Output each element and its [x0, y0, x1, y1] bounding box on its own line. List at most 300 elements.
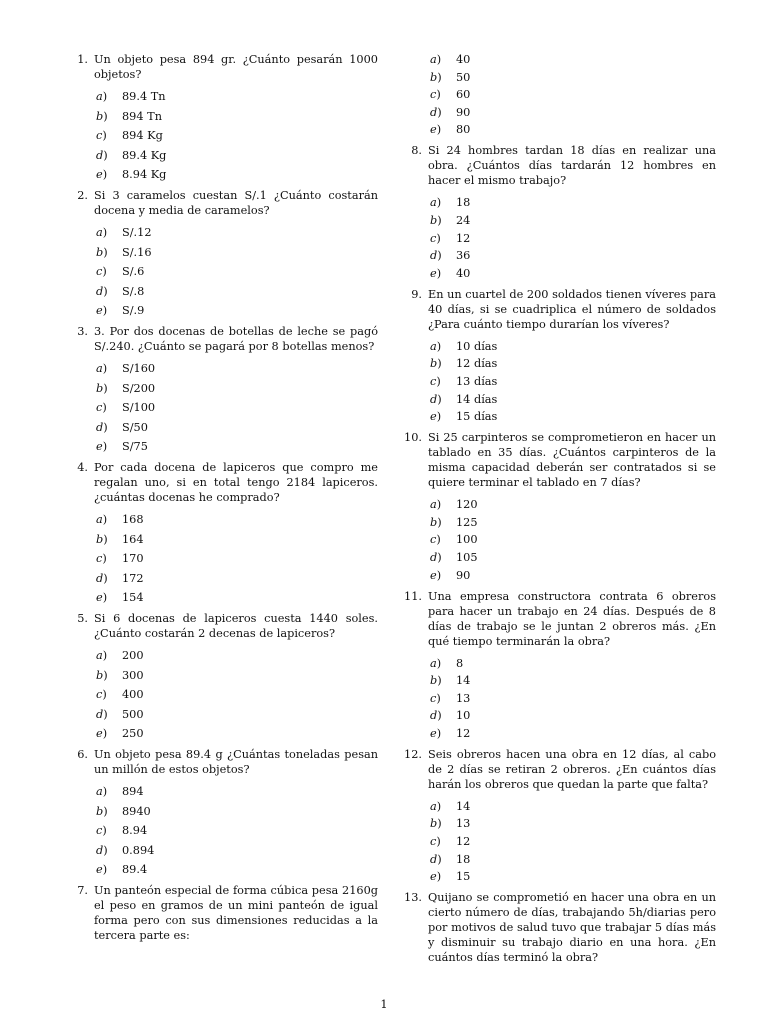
option-item: [430, 213, 716, 228]
option-letter-text: c: [430, 374, 437, 388]
option-letter-text: e: [96, 168, 103, 181]
option-value: 90: [456, 105, 471, 119]
option-item: [96, 843, 378, 858]
option-value: 14 días: [456, 392, 498, 406]
option-value: 10: [456, 709, 471, 723]
option-item: [430, 550, 716, 565]
question-text: Si 3 caramelos cuestan S/.1 ¿Cuánto costarán docena y media de caramelos?: [94, 189, 378, 217]
option-letter-text: d: [96, 420, 104, 434]
option-item: [96, 590, 378, 605]
option-item: [430, 70, 716, 85]
option-letter: a): [430, 196, 442, 210]
option-item: [96, 167, 378, 182]
option-letter: c): [96, 401, 107, 414]
option-letter-text: e: [430, 870, 437, 884]
option-value: 18: [456, 852, 471, 866]
option-value: 170: [122, 552, 144, 565]
option-letter-text: c: [430, 835, 437, 849]
option-value: 14: [456, 799, 471, 813]
option-list: [64, 361, 378, 454]
option-value: 36: [456, 249, 471, 263]
option-letter: b): [96, 245, 108, 259]
question-13: [398, 890, 716, 965]
option-item: [96, 89, 378, 104]
option-list: [64, 89, 378, 182]
question-8: [398, 143, 716, 280]
option-letter-text: e: [96, 591, 103, 604]
option-item: [430, 392, 716, 407]
option-value: 40: [456, 266, 471, 280]
option-letter-text: a: [96, 226, 103, 239]
option-item: [96, 707, 378, 722]
option-letter: b): [430, 357, 442, 371]
option-letter: d): [96, 284, 108, 298]
option-item: [430, 708, 716, 723]
option-value: 13: [456, 817, 471, 831]
option-value: 24: [456, 213, 471, 227]
question-text: Si 24 hombres tardan 18 días en realizar una obra. ¿Cuántos días tardarán 12 hombres en hacer el mismo trabajo?: [428, 144, 716, 188]
option-letter-text: a: [430, 498, 437, 512]
question-11: [398, 589, 716, 741]
option-item: [430, 869, 716, 884]
option-letter: c): [430, 88, 441, 102]
option-item: [430, 656, 716, 671]
option-list: [398, 656, 716, 741]
option-value: S/.16: [122, 245, 152, 259]
option-item: [430, 568, 716, 583]
question-text: Una empresa constructora contrata 6 obreros para hacer un trabajo en 24 días. Después de 8 días de trabajo se le juntan 2 obreros más. ¿En qué tiempo terminarán la obra?: [428, 589, 716, 648]
option-letter-text: e: [430, 568, 437, 582]
option-letter-text: e: [96, 727, 103, 740]
question-header: [398, 430, 716, 490]
option-value: 8.94 Kg: [122, 168, 167, 181]
option-letter: e): [430, 870, 442, 884]
question-header: [398, 589, 716, 649]
option-list: [398, 497, 716, 582]
question-header: [64, 883, 378, 943]
left-column: [64, 52, 378, 949]
option-item: [430, 799, 716, 814]
option-letter: d): [430, 392, 442, 406]
option-letter: b): [430, 213, 442, 227]
option-letter: b): [430, 674, 442, 688]
option-letter-text: a: [430, 656, 437, 670]
option-letter: c): [96, 824, 107, 837]
option-letter: c): [430, 835, 441, 849]
option-value: S/75: [122, 440, 148, 453]
option-value: 154: [122, 591, 144, 604]
option-value: 120: [456, 498, 478, 512]
option-letter: d): [430, 852, 442, 866]
question-number: 1.: [77, 53, 88, 66]
option-letter: e): [430, 568, 442, 582]
option-value: S/200: [122, 381, 156, 395]
option-letter: b): [430, 515, 442, 529]
option-letter-text: a: [430, 799, 437, 813]
question-header: [64, 188, 378, 218]
option-letter: a): [430, 339, 442, 353]
option-value: 0.894: [122, 843, 155, 857]
question-number: 3.: [77, 325, 88, 338]
option-item: [96, 109, 378, 124]
question-9: [398, 287, 716, 424]
option-letter-text: a: [96, 785, 103, 798]
right-column: [398, 52, 716, 971]
option-letter: d): [430, 709, 442, 723]
option-letter: a): [96, 513, 108, 526]
option-item: [96, 361, 378, 376]
option-letter-text: a: [430, 53, 437, 66]
option-letter: a): [430, 656, 442, 670]
option-letter-text: d: [96, 284, 104, 298]
option-value: 13: [456, 691, 471, 705]
option-letter-text: c: [430, 88, 437, 102]
option-value: 200: [122, 649, 144, 662]
question-header: [398, 747, 716, 792]
option-item: [430, 356, 716, 371]
option-value: 90: [456, 568, 471, 582]
option-letter: b): [430, 817, 442, 831]
question-text: Quijano se comprometió en hacer una obra en un cierto número de días, trabajando 5h/diarias pero por motivos de salud tuvo que trabajar 5 días más y disminuir su trabajo diario en una hora. ¿En cuántos días terminó la obra?: [428, 891, 716, 965]
option-value: 18: [456, 196, 471, 210]
option-letter-text: c: [96, 552, 103, 565]
option-letter: e): [430, 726, 442, 740]
question-4: [64, 460, 378, 605]
question-header: [64, 747, 378, 777]
option-letter-text: e: [430, 266, 437, 280]
option-item: [96, 571, 378, 586]
question-number: 4.: [77, 461, 88, 474]
option-value: 89.4 Tn: [122, 90, 166, 103]
option-letter: e): [96, 863, 108, 876]
option-item: [430, 87, 716, 102]
option-item: [96, 823, 378, 838]
option-item: [96, 551, 378, 566]
option-value: S/.9: [122, 304, 145, 317]
option-list: [398, 339, 716, 424]
option-item: [430, 852, 716, 867]
question-7: [64, 883, 378, 943]
option-letter-text: d: [430, 392, 438, 406]
option-item: [430, 266, 716, 281]
option-item: [96, 439, 378, 454]
question-text: En un cuartel de 200 soldados tienen víveres para 40 días, si se cuadriplica el número de soldados ¿Para cuánto tiempo durarían los víveres?: [428, 287, 716, 331]
option-item: [430, 339, 716, 354]
option-value: 172: [122, 571, 144, 585]
option-letter-text: a: [430, 339, 437, 353]
option-item: [96, 687, 378, 702]
option-letter-text: c: [430, 691, 437, 705]
option-letter: d): [430, 550, 442, 564]
option-letter: a): [96, 649, 108, 662]
question-text: 3. Por dos docenas de botellas de leche se pagó S/.240. ¿Cuánto se pagará por 8 botellas menos?: [94, 325, 378, 353]
option-letter-text: a: [96, 90, 103, 103]
question-number: 7.: [77, 884, 88, 897]
option-letter: d): [430, 105, 442, 119]
option-value: 894 Tn: [122, 109, 162, 123]
option-letter-text: b: [430, 357, 438, 371]
question-text: Si 25 carpinteros se comprometieron en hacer un tablado en 35 días. ¿Cuántos carpinteros de la misma capacidad deberán ser contratados si se quiere terminar el tablado en 7 días?: [428, 431, 716, 490]
question-text: Seis obreros hacen una obra en 12 días, al cabo de 2 días se retiran 2 obreros. ¿En cuántos días harán los obreros que quedan la parte que falta?: [428, 747, 716, 791]
option-item: [430, 105, 716, 120]
option-value: S/.8: [122, 284, 145, 298]
option-item: [430, 195, 716, 210]
option-letter: d): [96, 420, 108, 434]
option-letter: d): [96, 571, 108, 585]
option-value: S/160: [122, 362, 156, 375]
option-list: [64, 648, 378, 741]
option-value: 50: [456, 70, 471, 84]
question-6: [64, 747, 378, 877]
option-value: 894 Kg: [122, 129, 163, 142]
option-letter-text: b: [96, 381, 104, 395]
option-item: [430, 816, 716, 831]
option-value: 13 días: [456, 374, 498, 388]
option-letter: d): [430, 249, 442, 263]
question-3: [64, 324, 378, 454]
option-item: [96, 400, 378, 415]
option-item: [430, 532, 716, 547]
option-letter-text: c: [96, 824, 103, 837]
question-number: 13.: [404, 891, 422, 905]
carry-over-options: [398, 52, 716, 137]
option-letter: a): [430, 799, 442, 813]
option-letter: b): [96, 804, 108, 818]
option-letter-text: a: [96, 513, 103, 526]
option-list: [64, 512, 378, 605]
option-value: 300: [122, 668, 144, 682]
option-letter: d): [96, 707, 108, 721]
question-1: [64, 52, 378, 182]
option-value: 15: [456, 870, 471, 884]
question-header: [64, 324, 378, 354]
option-letter-text: b: [96, 532, 104, 546]
option-letter-text: b: [430, 674, 438, 688]
question-header: [398, 890, 716, 965]
question-number: 11.: [404, 589, 422, 603]
option-letter: c): [430, 374, 441, 388]
option-letter: e): [96, 591, 108, 604]
question-number: 6.: [77, 748, 88, 761]
option-letter: c): [430, 691, 441, 705]
option-item: [430, 497, 716, 512]
option-letter-text: e: [430, 410, 437, 424]
option-value: 14: [456, 674, 471, 688]
option-list: [64, 784, 378, 877]
option-letter-text: d: [96, 707, 104, 721]
option-letter-text: d: [430, 709, 438, 723]
option-letter: d): [96, 148, 108, 162]
question-header: [64, 460, 378, 505]
option-item: [430, 691, 716, 706]
option-letter-text: a: [430, 196, 437, 210]
option-letter-text: b: [430, 70, 438, 84]
option-letter-text: b: [430, 515, 438, 529]
option-letter: d): [96, 843, 108, 857]
question-number: 8.: [411, 144, 422, 158]
option-letter: b): [430, 70, 442, 84]
question-header: [398, 287, 716, 332]
option-value: 12: [456, 726, 471, 740]
option-value: S/.6: [122, 265, 145, 278]
option-letter-text: b: [96, 804, 104, 818]
option-item: [96, 284, 378, 299]
option-item: [430, 726, 716, 741]
option-letter-text: d: [430, 249, 438, 263]
question-text: Si 6 docenas de lapiceros cuesta 1440 soles. ¿Cuánto costarán 2 decenas de lapiceros?: [94, 612, 378, 640]
option-item: [430, 515, 716, 530]
option-letter: b): [96, 668, 108, 682]
option-letter-text: c: [96, 265, 103, 278]
option-letter-text: b: [96, 109, 104, 123]
option-value: 89.4 Kg: [122, 148, 167, 162]
option-item: [96, 245, 378, 260]
option-value: 60: [456, 88, 471, 102]
option-letter: c): [430, 231, 441, 245]
option-letter-text: b: [96, 245, 104, 259]
option-letter: e): [96, 440, 108, 453]
option-item: [96, 420, 378, 435]
option-value: 15 días: [456, 410, 498, 424]
option-item: [96, 668, 378, 683]
option-item: [96, 381, 378, 396]
option-value: 125: [456, 515, 478, 529]
option-value: 500: [122, 707, 144, 721]
option-letter-text: c: [430, 231, 437, 245]
option-item: [96, 726, 378, 741]
option-value: 8: [456, 656, 464, 670]
option-letter-text: b: [96, 668, 104, 682]
option-letter-text: d: [430, 852, 438, 866]
option-letter-text: a: [96, 362, 103, 375]
option-letter-text: e: [430, 123, 437, 137]
option-item: [430, 834, 716, 849]
question-header: [64, 611, 378, 641]
option-letter: a): [96, 785, 108, 798]
option-value: S/100: [122, 401, 156, 414]
option-letter: e): [96, 727, 108, 740]
question-number: 2.: [77, 189, 88, 202]
option-value: 250: [122, 727, 144, 740]
question-number: 10.: [404, 431, 422, 445]
option-letter-text: d: [96, 843, 104, 857]
option-item: [96, 303, 378, 318]
option-value: 8940: [122, 804, 151, 818]
option-value: 40: [456, 53, 471, 66]
question-number: 9.: [411, 287, 422, 301]
option-item: [96, 648, 378, 663]
option-letter-text: e: [96, 863, 103, 876]
option-letter: e): [96, 304, 108, 317]
question-number: 5.: [77, 612, 88, 625]
option-value: 12 días: [456, 357, 498, 371]
option-item: [96, 784, 378, 799]
option-item: [96, 512, 378, 527]
option-item: [430, 122, 716, 137]
option-value: 8.94: [122, 824, 148, 837]
option-value: 100: [456, 533, 478, 547]
option-value: 10 días: [456, 339, 498, 353]
option-item: [430, 231, 716, 246]
option-letter-text: d: [430, 550, 438, 564]
option-letter-text: c: [430, 533, 437, 547]
option-letter-text: e: [96, 440, 103, 453]
option-item: [96, 804, 378, 819]
question-text: Un panteón especial de forma cúbica pesa 2160g el peso en gramos de un mini panteón de igual forma pero con sus dimensiones reducidas a la tercera parte es:: [94, 884, 378, 942]
question-header: [64, 52, 378, 82]
option-letter-text: e: [430, 726, 437, 740]
option-list: [398, 799, 716, 884]
option-letter-text: e: [96, 304, 103, 317]
option-item: [96, 862, 378, 877]
option-letter: a): [430, 498, 442, 512]
question-5: [64, 611, 378, 741]
option-item: [430, 374, 716, 389]
option-value: 12: [456, 231, 471, 245]
option-letter-text: c: [96, 129, 103, 142]
question-12: [398, 747, 716, 884]
option-value: 89.4: [122, 863, 148, 876]
question-text: Un objeto pesa 89.4 g ¿Cuántas toneladas pesan un millón de estos objetos?: [94, 748, 378, 776]
option-letter-text: b: [430, 817, 438, 831]
question-10: [398, 430, 716, 582]
option-letter-text: d: [96, 148, 104, 162]
option-item: [96, 128, 378, 143]
option-item: [96, 225, 378, 240]
option-letter: c): [430, 533, 441, 547]
option-value: 164: [122, 532, 144, 546]
option-item: [430, 673, 716, 688]
option-letter: e): [430, 123, 442, 137]
option-item: [96, 264, 378, 279]
option-item: [430, 52, 716, 67]
option-item: [96, 148, 378, 163]
option-letter-text: c: [96, 688, 103, 701]
option-letter: c): [96, 129, 107, 142]
option-letter: b): [96, 532, 108, 546]
option-value: S/.12: [122, 226, 152, 239]
option-value: 80: [456, 123, 471, 137]
option-item: [430, 409, 716, 424]
option-value: 894: [122, 785, 144, 798]
option-letter: e): [96, 168, 108, 181]
option-list: [398, 195, 716, 280]
option-letter: c): [96, 265, 107, 278]
option-letter: a): [96, 226, 108, 239]
option-letter: e): [430, 410, 442, 424]
option-letter: b): [96, 381, 108, 395]
option-letter-text: b: [430, 213, 438, 227]
option-letter: b): [96, 109, 108, 123]
option-letter: a): [96, 90, 108, 103]
question-text: Por cada docena de lapiceros que compro me regalan uno, si en total tengo 2184 lapiceros. ¿cuántas docenas he comprado?: [94, 461, 378, 504]
option-item: [96, 532, 378, 547]
question-header: [398, 143, 716, 188]
page-number: 1: [380, 998, 388, 1011]
option-letter: c): [96, 552, 107, 565]
option-letter-text: c: [96, 401, 103, 414]
option-letter: a): [430, 53, 442, 66]
question-2: [64, 188, 378, 318]
option-value: 12: [456, 835, 471, 849]
option-value: 168: [122, 513, 144, 526]
option-value: 105: [456, 550, 478, 564]
option-letter-text: d: [96, 571, 104, 585]
option-letter: c): [96, 688, 107, 701]
option-letter: a): [96, 362, 108, 375]
option-letter: e): [430, 266, 442, 280]
option-value: 400: [122, 688, 144, 701]
